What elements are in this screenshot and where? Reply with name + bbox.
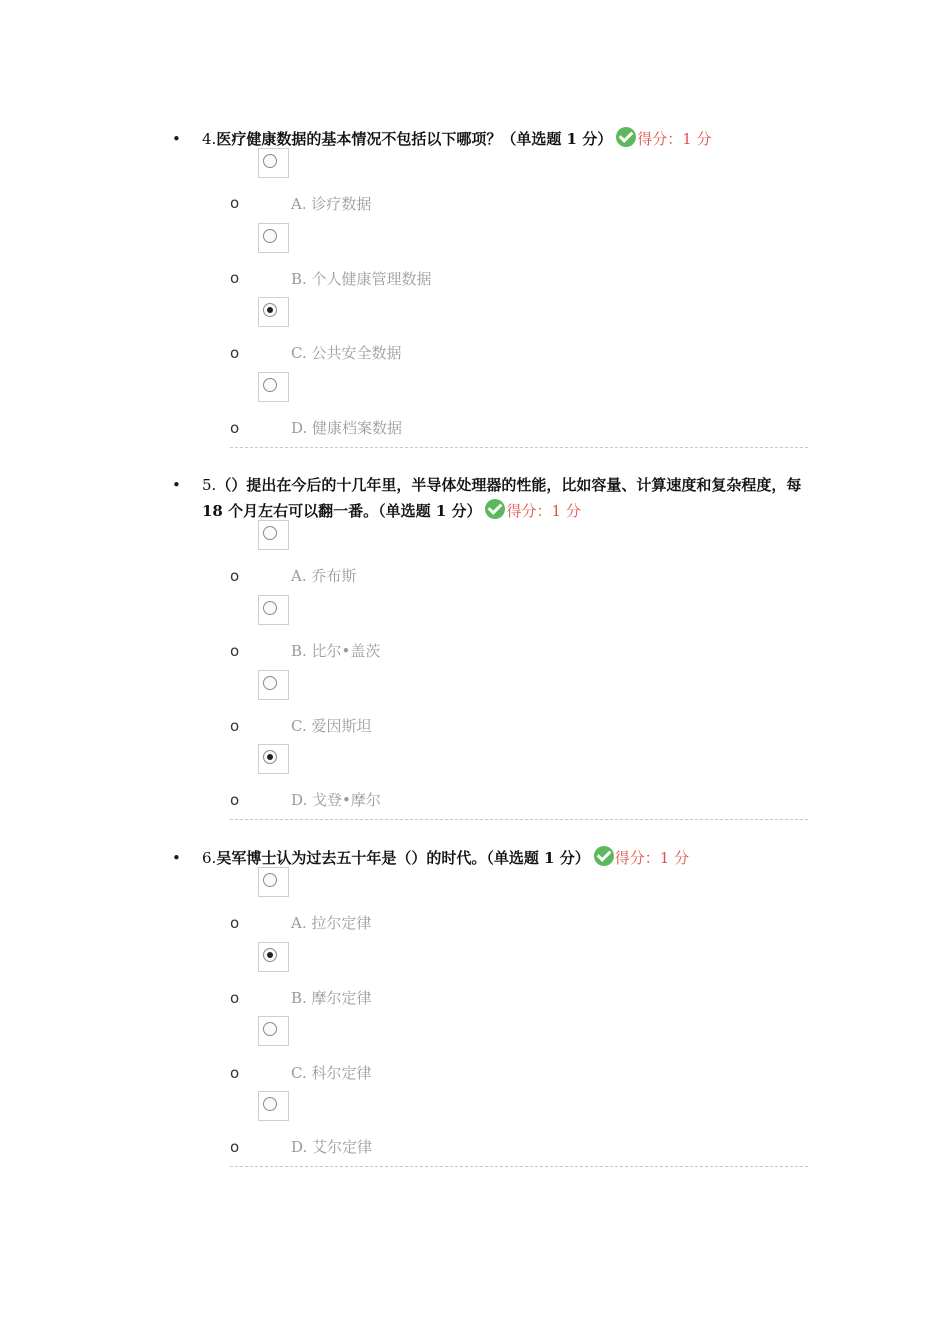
option-label: C. 公共安全数据 — [291, 344, 402, 362]
radio-option-c[interactable] — [258, 1016, 289, 1046]
option-label: D. 健康档案数据 — [291, 419, 403, 437]
radio-icon — [263, 873, 277, 887]
score-label: 得分：1 分 — [637, 130, 712, 148]
option-bullet: o — [230, 914, 240, 932]
option-bullet: o — [230, 567, 240, 585]
radio-option-c[interactable] — [258, 297, 289, 327]
question-number: 6. — [202, 849, 217, 867]
option-bullet: o — [230, 1138, 240, 1156]
question-text — [202, 472, 812, 524]
radio-icon — [263, 526, 277, 540]
score-label: 得分：1 分 — [506, 502, 581, 520]
option-bullet: o — [230, 791, 240, 809]
option-label: C. 科尔定律 — [291, 1064, 372, 1082]
radio-option-c[interactable] — [258, 670, 289, 700]
question-number: 4. — [202, 130, 217, 148]
radio-option-a[interactable] — [258, 520, 289, 550]
option-bullet: o — [230, 194, 240, 212]
option-bullet: o — [230, 419, 240, 437]
option-bullet: o — [230, 269, 240, 287]
radio-icon — [263, 1022, 277, 1036]
radio-option-d[interactable] — [258, 1091, 289, 1121]
question-prompt: （）提出在今后的十几年里，半导体处理器的性能，比如容量、计算速度和复杂程度，每 18 个月左右可以翻一番。（单选题 1 分） — [202, 476, 802, 520]
check-icon — [616, 127, 636, 147]
option-label: A. 诊疗数据 — [291, 195, 372, 213]
radio-option-b[interactable] — [258, 595, 289, 625]
option-label: B. 摩尔定律 — [291, 989, 372, 1007]
radio-selected-icon — [263, 750, 277, 764]
radio-option-d[interactable] — [258, 372, 289, 402]
question-prompt: 医疗健康数据的基本情况不包括以下哪项？（单选题 1 分） — [216, 130, 613, 148]
radio-icon — [263, 378, 277, 392]
question-text — [202, 845, 812, 871]
option-label: A. 乔布斯 — [291, 567, 357, 585]
score-label: 得分：1 分 — [614, 849, 690, 867]
question-number: 5. — [202, 476, 217, 494]
question-bullet: • — [172, 476, 181, 494]
question-text — [202, 126, 812, 152]
radio-icon — [263, 1097, 277, 1111]
question-divider — [230, 447, 808, 448]
radio-option-b[interactable] — [258, 223, 289, 253]
radio-icon — [263, 601, 277, 615]
check-icon — [594, 846, 614, 866]
option-bullet: o — [230, 344, 240, 362]
option-label: B. 比尔•盖茨 — [291, 642, 381, 660]
radio-selected-icon — [263, 948, 277, 962]
radio-icon — [263, 676, 277, 690]
option-label: B. 个人健康管理数据 — [291, 270, 432, 288]
option-bullet: o — [230, 989, 240, 1007]
radio-option-d[interactable] — [258, 744, 289, 774]
radio-option-a[interactable] — [258, 867, 289, 897]
question-bullet: • — [172, 130, 181, 148]
radio-option-b[interactable] — [258, 942, 289, 972]
option-label: A. 拉尔定律 — [291, 914, 372, 932]
option-label: D. 戈登•摩尔 — [291, 791, 381, 809]
radio-icon — [263, 154, 277, 168]
question-bullet: • — [172, 849, 181, 867]
option-label: D. 艾尔定律 — [291, 1138, 373, 1156]
radio-selected-icon — [263, 303, 277, 317]
question-prompt: 吴军博士认为过去五十年是（）的时代。（单选题 1 分） — [216, 849, 590, 867]
check-icon — [485, 499, 505, 519]
option-bullet: o — [230, 642, 240, 660]
option-bullet: o — [230, 717, 240, 735]
question-divider — [230, 819, 808, 820]
option-bullet: o — [230, 1064, 240, 1082]
radio-icon — [263, 229, 277, 243]
radio-option-a[interactable] — [258, 148, 289, 178]
question-divider — [230, 1166, 808, 1167]
option-label: C. 爱因斯坦 — [291, 717, 372, 735]
